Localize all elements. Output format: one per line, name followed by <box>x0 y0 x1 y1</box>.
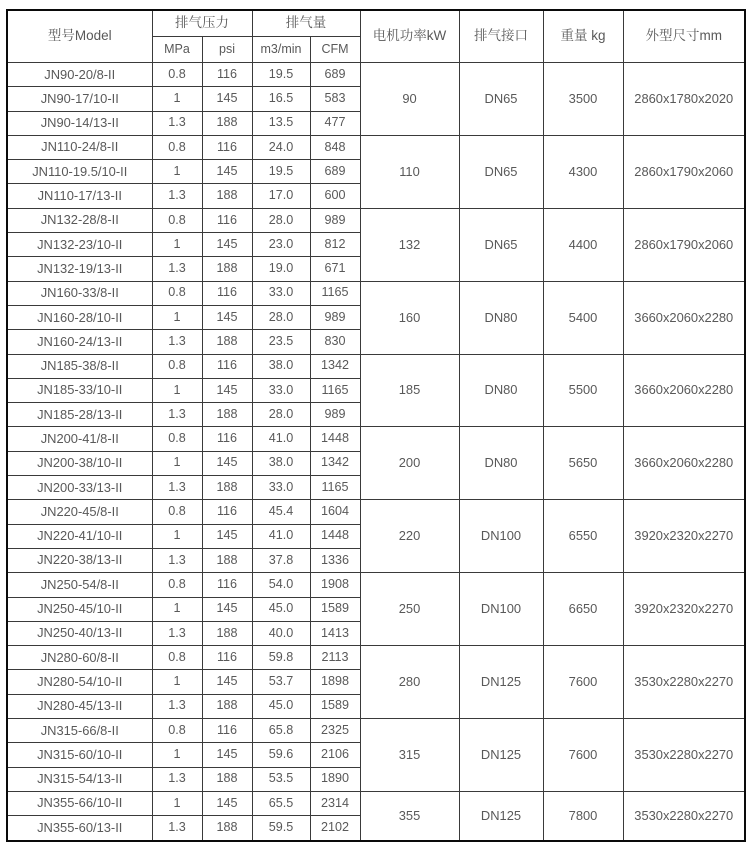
cell-model: JN315-60/10-II <box>7 743 152 767</box>
header-unit-psi: psi <box>202 37 252 63</box>
cell-pressure-mpa: 1 <box>152 597 202 621</box>
cell-motor-power: 355 <box>360 791 459 840</box>
cell-discharge-outlet: DN65 <box>459 135 543 208</box>
table-row <box>7 500 745 524</box>
cell-model: JN160-24/13-II <box>7 330 152 354</box>
cell-dimensions: 3660x2060x2280 <box>623 427 745 500</box>
cell-pressure-psi: 116 <box>202 208 252 232</box>
header-motor-power: 电机功率kW <box>360 10 459 63</box>
cell-model: JN185-38/8-II <box>7 354 152 378</box>
cell-flow-cfm: 1604 <box>310 500 360 524</box>
cell-flow-cfm: 689 <box>310 160 360 184</box>
header-dimensions: 外型尺寸mm <box>623 10 745 63</box>
cell-pressure-mpa: 1 <box>152 233 202 257</box>
cell-flow-m3min: 19.0 <box>252 257 310 281</box>
cell-weight: 6650 <box>543 573 623 646</box>
cell-dimensions: 2860x1790x2060 <box>623 208 745 281</box>
cell-weight: 7800 <box>543 791 623 840</box>
cell-discharge-outlet: DN80 <box>459 354 543 427</box>
cell-pressure-psi: 145 <box>202 791 252 815</box>
cell-pressure-psi: 145 <box>202 305 252 329</box>
table-row <box>7 63 745 87</box>
cell-dimensions: 3920x2320x2270 <box>623 500 745 573</box>
cell-flow-m3min: 28.0 <box>252 403 310 427</box>
table-row <box>7 281 745 305</box>
cell-model: JN90-20/8-II <box>7 63 152 87</box>
cell-model: JN110-19.5/10-II <box>7 160 152 184</box>
cell-flow-m3min: 45.4 <box>252 500 310 524</box>
cell-model: JN90-14/13-II <box>7 111 152 135</box>
cell-flow-m3min: 65.5 <box>252 791 310 815</box>
header-weight: 重量 kg <box>543 10 623 63</box>
cell-discharge-outlet: DN100 <box>459 573 543 646</box>
cell-pressure-mpa: 0.8 <box>152 354 202 378</box>
cell-flow-cfm: 812 <box>310 233 360 257</box>
cell-pressure-psi: 116 <box>202 281 252 305</box>
cell-flow-cfm: 1448 <box>310 427 360 451</box>
cell-model: JN132-28/8-II <box>7 208 152 232</box>
cell-pressure-psi: 116 <box>202 63 252 87</box>
cell-pressure-psi: 116 <box>202 500 252 524</box>
cell-pressure-mpa: 1 <box>152 670 202 694</box>
cell-flow-cfm: 1165 <box>310 476 360 500</box>
cell-flow-cfm: 1589 <box>310 694 360 718</box>
cell-pressure-psi: 188 <box>202 403 252 427</box>
cell-flow-m3min: 59.5 <box>252 816 310 841</box>
cell-pressure-psi: 116 <box>202 573 252 597</box>
cell-weight: 5500 <box>543 354 623 427</box>
cell-pressure-mpa: 0.8 <box>152 427 202 451</box>
cell-pressure-psi: 145 <box>202 233 252 257</box>
table-body <box>7 63 745 841</box>
cell-flow-cfm: 477 <box>310 111 360 135</box>
cell-model: JN200-41/8-II <box>7 427 152 451</box>
cell-model: JN110-24/8-II <box>7 135 152 159</box>
cell-discharge-outlet: DN65 <box>459 208 543 281</box>
cell-pressure-psi: 188 <box>202 111 252 135</box>
cell-pressure-psi: 145 <box>202 524 252 548</box>
cell-weight: 5650 <box>543 427 623 500</box>
cell-pressure-psi: 188 <box>202 694 252 718</box>
cell-dimensions: 3660x2060x2280 <box>623 354 745 427</box>
cell-discharge-outlet: DN100 <box>459 500 543 573</box>
cell-dimensions: 2860x1780x2020 <box>623 63 745 136</box>
cell-flow-m3min: 33.0 <box>252 281 310 305</box>
cell-model: JN90-17/10-II <box>7 87 152 111</box>
cell-discharge-outlet: DN125 <box>459 719 543 792</box>
cell-flow-m3min: 38.0 <box>252 354 310 378</box>
cell-pressure-psi: 188 <box>202 257 252 281</box>
cell-pressure-psi: 116 <box>202 354 252 378</box>
header-discharge-pressure: 排气压力 <box>152 10 252 37</box>
cell-weight: 7600 <box>543 646 623 719</box>
cell-flow-m3min: 40.0 <box>252 621 310 645</box>
table-row <box>7 427 745 451</box>
cell-discharge-outlet: DN80 <box>459 281 543 354</box>
cell-pressure-psi: 188 <box>202 548 252 572</box>
cell-flow-cfm: 1898 <box>310 670 360 694</box>
cell-flow-cfm: 989 <box>310 305 360 329</box>
table-row <box>7 646 745 670</box>
cell-motor-power: 250 <box>360 573 459 646</box>
cell-flow-m3min: 59.8 <box>252 646 310 670</box>
cell-flow-cfm: 2102 <box>310 816 360 841</box>
cell-weight: 4400 <box>543 208 623 281</box>
cell-pressure-mpa: 0.8 <box>152 281 202 305</box>
cell-pressure-psi: 116 <box>202 646 252 670</box>
cell-flow-m3min: 13.5 <box>252 111 310 135</box>
cell-pressure-mpa: 0.8 <box>152 646 202 670</box>
cell-pressure-psi: 188 <box>202 816 252 841</box>
cell-flow-m3min: 17.0 <box>252 184 310 208</box>
cell-model: JN200-33/13-II <box>7 476 152 500</box>
cell-flow-m3min: 45.0 <box>252 597 310 621</box>
cell-weight: 3500 <box>543 63 623 136</box>
cell-flow-cfm: 1413 <box>310 621 360 645</box>
cell-flow-cfm: 689 <box>310 63 360 87</box>
header-unit-mpa: MPa <box>152 37 202 63</box>
cell-motor-power: 200 <box>360 427 459 500</box>
table-row <box>7 208 745 232</box>
cell-pressure-mpa: 0.8 <box>152 573 202 597</box>
cell-weight: 7600 <box>543 719 623 792</box>
cell-pressure-mpa: 1 <box>152 743 202 767</box>
table-row <box>7 573 745 597</box>
cell-pressure-psi: 145 <box>202 743 252 767</box>
cell-flow-cfm: 583 <box>310 87 360 111</box>
cell-flow-cfm: 1336 <box>310 548 360 572</box>
cell-pressure-psi: 188 <box>202 767 252 791</box>
header-unit-m3min: m3/min <box>252 37 310 63</box>
table-row <box>7 135 745 159</box>
cell-pressure-psi: 116 <box>202 719 252 743</box>
cell-flow-cfm: 1908 <box>310 573 360 597</box>
cell-discharge-outlet: DN65 <box>459 63 543 136</box>
cell-flow-m3min: 53.7 <box>252 670 310 694</box>
cell-flow-cfm: 2325 <box>310 719 360 743</box>
header-model: 型号Model <box>7 10 152 63</box>
cell-flow-cfm: 848 <box>310 135 360 159</box>
cell-flow-cfm: 2106 <box>310 743 360 767</box>
cell-flow-m3min: 59.6 <box>252 743 310 767</box>
cell-model: JN280-60/8-II <box>7 646 152 670</box>
cell-model: JN280-45/13-II <box>7 694 152 718</box>
cell-pressure-psi: 145 <box>202 87 252 111</box>
cell-model: JN185-28/13-II <box>7 403 152 427</box>
cell-motor-power: 280 <box>360 646 459 719</box>
cell-model: JN280-54/10-II <box>7 670 152 694</box>
table-row <box>7 354 745 378</box>
cell-model: JN220-41/10-II <box>7 524 152 548</box>
cell-pressure-mpa: 1.3 <box>152 767 202 791</box>
cell-flow-cfm: 1165 <box>310 378 360 402</box>
cell-model: JN200-38/10-II <box>7 451 152 475</box>
table-row <box>7 791 745 815</box>
cell-flow-m3min: 19.5 <box>252 63 310 87</box>
cell-pressure-psi: 188 <box>202 330 252 354</box>
cell-pressure-psi: 145 <box>202 160 252 184</box>
cell-pressure-psi: 188 <box>202 476 252 500</box>
cell-flow-cfm: 1890 <box>310 767 360 791</box>
cell-flow-m3min: 41.0 <box>252 427 310 451</box>
cell-dimensions: 3530x2280x2270 <box>623 791 745 840</box>
cell-model: JN160-28/10-II <box>7 305 152 329</box>
cell-flow-m3min: 54.0 <box>252 573 310 597</box>
cell-pressure-mpa: 1.3 <box>152 548 202 572</box>
cell-pressure-mpa: 1 <box>152 87 202 111</box>
cell-flow-m3min: 65.8 <box>252 719 310 743</box>
cell-pressure-mpa: 0.8 <box>152 63 202 87</box>
cell-pressure-psi: 188 <box>202 184 252 208</box>
cell-model: JN185-33/10-II <box>7 378 152 402</box>
cell-model: JN315-66/8-II <box>7 719 152 743</box>
cell-pressure-mpa: 0.8 <box>152 208 202 232</box>
compressor-specification-table <box>6 9 746 842</box>
cell-flow-m3min: 53.5 <box>252 767 310 791</box>
cell-pressure-mpa: 1 <box>152 524 202 548</box>
cell-pressure-mpa: 1 <box>152 791 202 815</box>
cell-flow-cfm: 1165 <box>310 281 360 305</box>
cell-model: JN250-54/8-II <box>7 573 152 597</box>
cell-pressure-mpa: 1.3 <box>152 694 202 718</box>
cell-flow-m3min: 33.0 <box>252 476 310 500</box>
cell-flow-cfm: 1342 <box>310 354 360 378</box>
cell-model: JN220-38/13-II <box>7 548 152 572</box>
cell-pressure-psi: 116 <box>202 427 252 451</box>
cell-model: JN110-17/13-II <box>7 184 152 208</box>
cell-pressure-psi: 116 <box>202 135 252 159</box>
cell-flow-m3min: 16.5 <box>252 87 310 111</box>
cell-flow-cfm: 2314 <box>310 791 360 815</box>
cell-flow-m3min: 28.0 <box>252 305 310 329</box>
header-discharge-outlet: 排气接口 <box>459 10 543 63</box>
cell-flow-cfm: 989 <box>310 208 360 232</box>
cell-model: JN160-33/8-II <box>7 281 152 305</box>
cell-pressure-mpa: 0.8 <box>152 500 202 524</box>
header-unit-cfm: CFM <box>310 37 360 63</box>
cell-motor-power: 220 <box>360 500 459 573</box>
cell-discharge-outlet: DN125 <box>459 791 543 840</box>
cell-pressure-mpa: 1 <box>152 160 202 184</box>
cell-weight: 5400 <box>543 281 623 354</box>
cell-pressure-mpa: 1.3 <box>152 476 202 500</box>
table-header <box>7 10 745 63</box>
cell-flow-m3min: 28.0 <box>252 208 310 232</box>
cell-flow-cfm: 600 <box>310 184 360 208</box>
cell-pressure-mpa: 1.3 <box>152 816 202 841</box>
cell-pressure-psi: 145 <box>202 597 252 621</box>
cell-pressure-mpa: 1.3 <box>152 257 202 281</box>
cell-dimensions: 3530x2280x2270 <box>623 646 745 719</box>
table-row <box>7 719 745 743</box>
cell-pressure-psi: 145 <box>202 451 252 475</box>
cell-motor-power: 110 <box>360 135 459 208</box>
cell-motor-power: 315 <box>360 719 459 792</box>
cell-dimensions: 3660x2060x2280 <box>623 281 745 354</box>
cell-model: JN315-54/13-II <box>7 767 152 791</box>
cell-model: JN355-60/13-II <box>7 816 152 841</box>
cell-flow-m3min: 37.8 <box>252 548 310 572</box>
cell-pressure-mpa: 1.3 <box>152 330 202 354</box>
cell-model: JN250-40/13-II <box>7 621 152 645</box>
cell-flow-cfm: 1589 <box>310 597 360 621</box>
cell-model: JN355-66/10-II <box>7 791 152 815</box>
cell-pressure-mpa: 0.8 <box>152 719 202 743</box>
cell-discharge-outlet: DN125 <box>459 646 543 719</box>
cell-motor-power: 90 <box>360 63 459 136</box>
cell-dimensions: 3530x2280x2270 <box>623 719 745 792</box>
cell-flow-cfm: 671 <box>310 257 360 281</box>
cell-pressure-mpa: 1 <box>152 378 202 402</box>
header-discharge-volume: 排气量 <box>252 10 360 37</box>
cell-pressure-mpa: 1 <box>152 305 202 329</box>
cell-pressure-mpa: 1.3 <box>152 403 202 427</box>
cell-pressure-psi: 145 <box>202 670 252 694</box>
cell-flow-m3min: 41.0 <box>252 524 310 548</box>
cell-pressure-psi: 145 <box>202 378 252 402</box>
cell-dimensions: 3920x2320x2270 <box>623 573 745 646</box>
cell-flow-m3min: 23.0 <box>252 233 310 257</box>
header-row-primary <box>7 10 745 37</box>
cell-dimensions: 2860x1790x2060 <box>623 135 745 208</box>
cell-model: JN132-19/13-II <box>7 257 152 281</box>
cell-pressure-mpa: 1.3 <box>152 184 202 208</box>
cell-model: JN250-45/10-II <box>7 597 152 621</box>
cell-pressure-mpa: 1.3 <box>152 621 202 645</box>
cell-motor-power: 185 <box>360 354 459 427</box>
cell-flow-m3min: 19.5 <box>252 160 310 184</box>
cell-motor-power: 132 <box>360 208 459 281</box>
cell-pressure-mpa: 1 <box>152 451 202 475</box>
cell-weight: 4300 <box>543 135 623 208</box>
cell-weight: 6550 <box>543 500 623 573</box>
cell-flow-m3min: 23.5 <box>252 330 310 354</box>
cell-pressure-mpa: 1.3 <box>152 111 202 135</box>
cell-flow-m3min: 38.0 <box>252 451 310 475</box>
cell-flow-cfm: 1342 <box>310 451 360 475</box>
cell-flow-cfm: 830 <box>310 330 360 354</box>
cell-model: JN220-45/8-II <box>7 500 152 524</box>
cell-pressure-mpa: 0.8 <box>152 135 202 159</box>
cell-flow-cfm: 1448 <box>310 524 360 548</box>
cell-flow-m3min: 33.0 <box>252 378 310 402</box>
cell-pressure-psi: 188 <box>202 621 252 645</box>
cell-motor-power: 160 <box>360 281 459 354</box>
cell-flow-m3min: 45.0 <box>252 694 310 718</box>
cell-discharge-outlet: DN80 <box>459 427 543 500</box>
cell-flow-cfm: 989 <box>310 403 360 427</box>
cell-flow-cfm: 2113 <box>310 646 360 670</box>
cell-model: JN132-23/10-II <box>7 233 152 257</box>
cell-flow-m3min: 24.0 <box>252 135 310 159</box>
